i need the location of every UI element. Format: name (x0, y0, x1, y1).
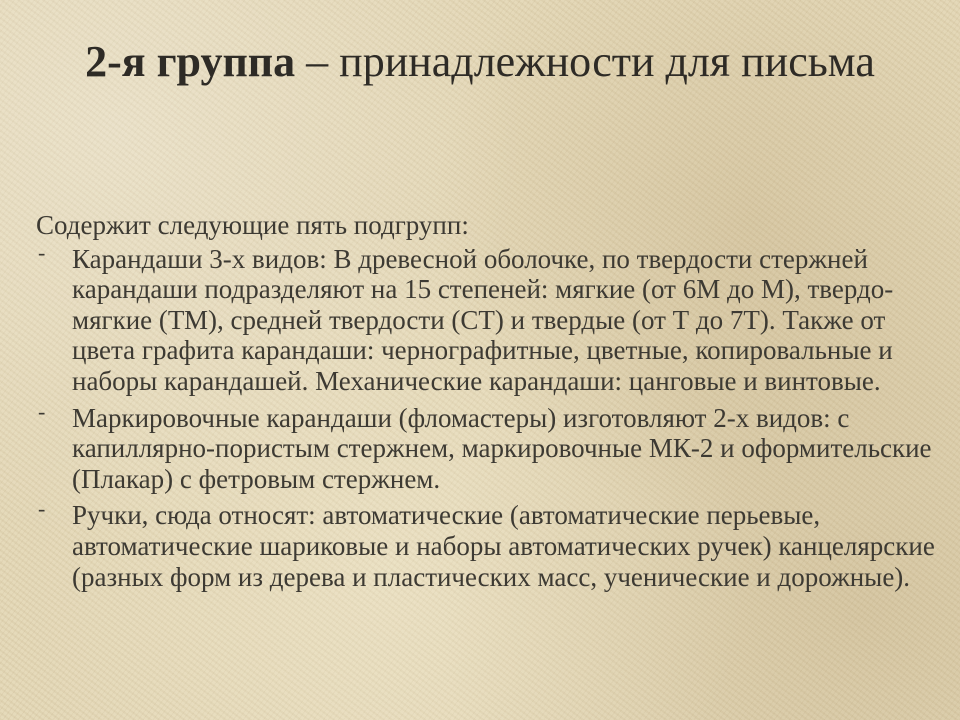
title-rest-part: – принадлежности для письма (295, 37, 875, 86)
bullet-text: Маркировочные карандаши (фломастеры) изготовляют 2-х видов: с капиллярно-пористым стержнем, маркировочные МК-2 и оформительские (Плакар) с фетровым стержнем. (72, 402, 932, 494)
dash-bullet-icon: - (38, 398, 46, 424)
intro-text: Содержит следующие пять подгрупп: (36, 210, 469, 240)
title-bold-part: 2-я группа (85, 37, 296, 86)
bullet-list (36, 239, 936, 593)
bullet-item-markers (36, 398, 936, 495)
bullet-item-pencils (36, 239, 936, 397)
dash-bullet-icon: - (38, 239, 46, 265)
slide-title (40, 32, 920, 92)
dash-bullet-icon: - (38, 496, 46, 522)
slide-content (36, 210, 936, 598)
bullet-item-pens (36, 496, 936, 592)
bullet-text: Карандаши 3-х видов: В древесной оболочке, по твердости стержней карандаши подразделяют на 15 степеней: мягкие (от 6М до М), твердо-мягкие (ТМ), средней твердости (СТ) и твердые (от Т до 7Т). Также от цвета графита карандаши: чернографитные, цветные, копировальные и наборы карандашей. Механические карандаши: цанговые и винтовые. (72, 243, 894, 396)
bullet-text: Ручки, сюда относят: автоматические (автоматические перьевые, автоматические шариковые и наборы автоматических ручек) канцелярские (разных форм из дерева и пластических масс, ученические и дорожные). (72, 500, 935, 592)
